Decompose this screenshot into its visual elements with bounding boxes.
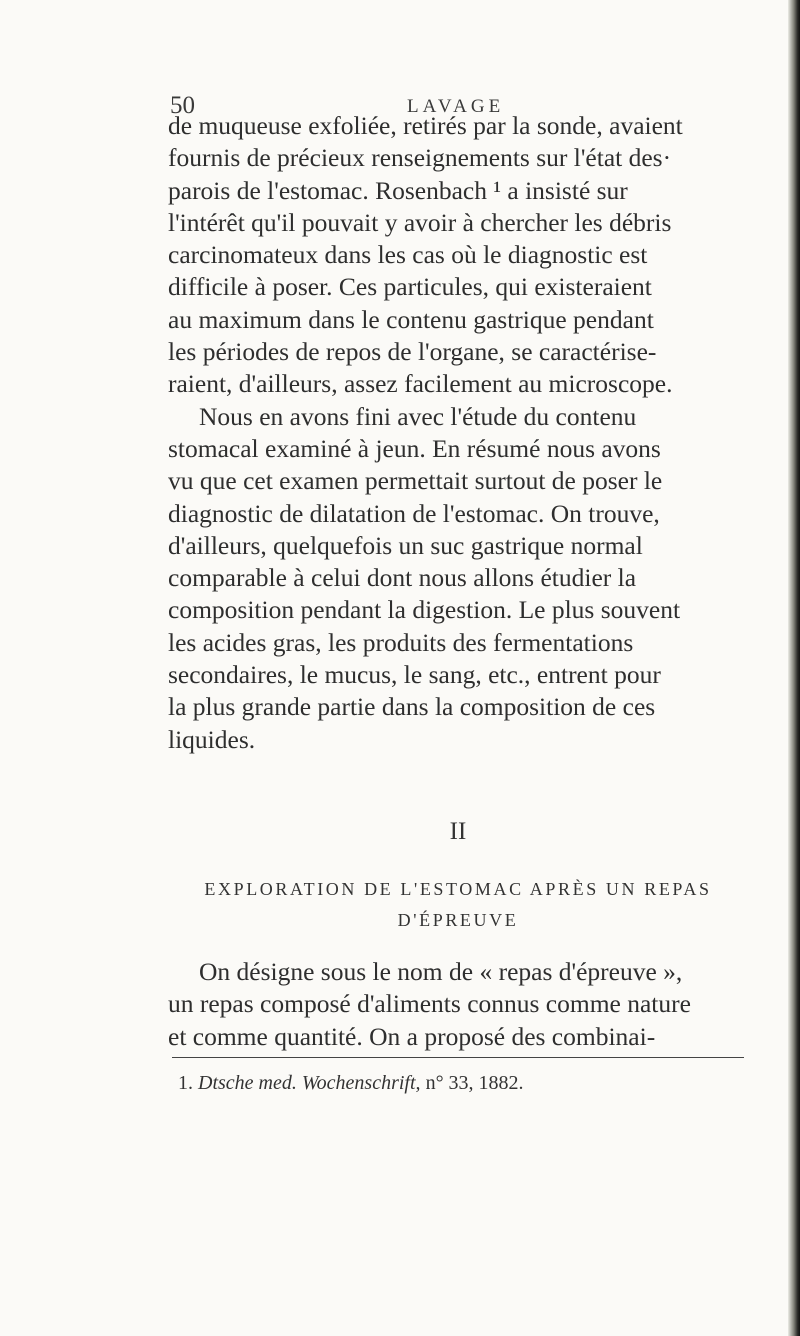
text-line: stomacal examiné à jeun. En résumé nous avons [168, 433, 661, 463]
text-line: d'ailleurs, quelquefois un suc gastrique normal [168, 530, 643, 560]
footnote-source: Dtsche med. Wochenschrift, [198, 1072, 421, 1094]
text-line: raient, d'ailleurs, assez facilement au microscope. [168, 369, 673, 399]
text-line: comparable à celui dont nous allons étudier la [168, 563, 637, 593]
text-line: l'intérêt qu'il pouvait y avoir à chercher les débris [168, 207, 672, 237]
footnote-divider [172, 1057, 744, 1058]
text-line: au maximum dans le contenu gastrique pendant [168, 304, 654, 334]
text-line: Nous en avons fini avec l'étude du contenu [199, 401, 637, 431]
text-line: composition pendant la digestion. Le plus souvent [168, 595, 681, 625]
text-line: de muqueuse exfoliée, retirés par la sonde, avaient [168, 111, 683, 140]
text-line: carcinomateux dans les cas où le diagnostic est [168, 240, 648, 270]
section-title-continued: D'ÉPREUVE [397, 910, 519, 930]
text-line: les acides gras, les produits des fermentations [168, 627, 634, 657]
section-title: EXPLORATION DE L'ESTOMAC APRÈS UN REPAS [204, 879, 712, 899]
body-text-block-2 [168, 956, 794, 1053]
text-line: les périodes de repos de l'organe, se caractérise- [168, 337, 657, 367]
text-line: la plus grande partie dans la composition de ces [168, 692, 656, 722]
footnote-details: n° 33, 1882. [425, 1072, 524, 1094]
text-line: parois de l'estomac. Rosenbach ¹ a insisté sur [168, 175, 628, 205]
text-line: et comme quantité. On a proposé des combinai- [168, 1021, 656, 1051]
running-title: LAVAGE [407, 96, 505, 117]
text-line: difficile à poser. Ces particules, qui existeraient [168, 272, 652, 302]
body-text-block-1 [168, 110, 794, 756]
text-line: un repas composé d'aliments connus comme nature [168, 989, 691, 1019]
footnote-marker: 1. [178, 1072, 193, 1094]
text-line: fournis de précieux renseignements sur l'état des· [168, 143, 672, 173]
text-line: On désigne sous le nom de « repas d'épreuve », [199, 957, 683, 986]
page-number: 50 [170, 92, 195, 119]
text-line: diagnostic de dilatation de l'estomac. On trouve, [168, 498, 660, 528]
text-line: secondaires, le mucus, le sang, etc., entrent pour [168, 660, 661, 690]
footnote [178, 1072, 738, 1095]
text-line: liquides. [168, 724, 256, 754]
text-line: vu que cet examen permettait surtout de poser le [168, 466, 663, 496]
section-number: II [449, 818, 467, 845]
